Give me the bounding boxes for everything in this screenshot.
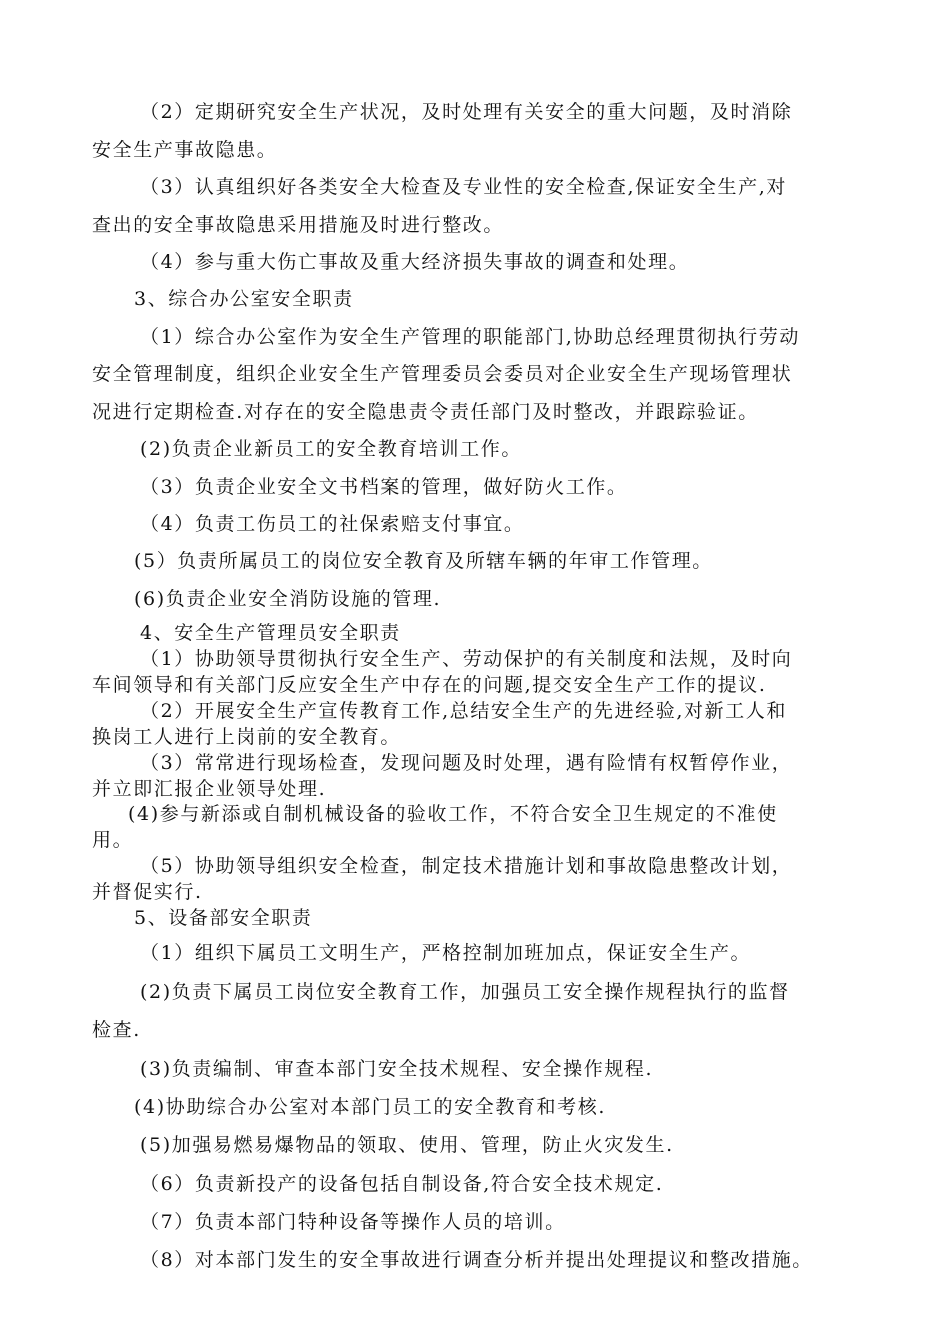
text-line: 车间领导和有关部门反应安全生产中存在的问题,提交安全生产工作的提议. xyxy=(92,674,767,696)
text-line: （1）组织下属员工文明生产，严格控制加班加点，保证安全生产。 xyxy=(140,942,752,964)
text-line: (3)负责编制、审查本部门安全技术规程、安全操作规程. xyxy=(140,1058,654,1080)
text-line: (6)负责企业安全消防设施的管理. xyxy=(134,588,442,610)
text-line: （6）负责新投产的设备包括自制设备,符合安全技术规定. xyxy=(140,1173,664,1195)
text-line: 换岗工人进行上岗前的安全教育。 xyxy=(92,726,402,748)
text-line: 检查. xyxy=(92,1019,141,1041)
text-line: （4）参与重大伤亡事故及重大经济损失事故的调查和处理。 xyxy=(140,251,690,273)
section-heading: 3、综合办公室安全职责 xyxy=(134,288,354,310)
text-line: (5)加强易燃易爆物品的领取、使用、管理，防止火灾发生. xyxy=(140,1134,674,1156)
section-heading: 4、安全生产管理员安全职责 xyxy=(140,622,401,644)
text-line: （7）负责本部门特种设备等操作人员的培训。 xyxy=(140,1211,566,1233)
text-line: 安全管理制度，组织企业安全生产管理委员会委员对企业安全生产现场管理状 xyxy=(92,363,793,385)
text-line: (4)参与新添或自制机械设备的验收工作，不符合安全卫生规定的不准使 xyxy=(128,803,778,825)
text-line: （3）常常进行现场检查，发现问题及时处理，遇有险情有权暂停作业， xyxy=(140,752,793,774)
text-line: 并督促实行. xyxy=(92,881,203,903)
text-line: 并立即汇报企业领导处理. xyxy=(92,778,327,800)
text-line: 安全生产事故隐患。 xyxy=(92,139,278,161)
text-line: （3）负责企业安全文书档案的管理，做好防火工作。 xyxy=(140,476,628,498)
text-line: （4）负责工伤员工的社保索赔支付事宜。 xyxy=(140,513,525,535)
text-line: （1）协助领导贯彻执行安全生产、劳动保护的有关制度和法规，及时向 xyxy=(140,648,793,670)
text-line: 用。 xyxy=(92,829,134,851)
section-heading: 5、设备部安全职责 xyxy=(134,907,313,929)
text-line: 查出的安全事故隐患采用措施及时进行整改。 xyxy=(92,214,505,236)
text-line: (4)协助综合办公室对本部门员工的安全教育和考核. xyxy=(134,1096,606,1118)
text-line: (2)负责下属员工岗位安全教育工作，加强员工安全操作规程执行的监督 xyxy=(140,981,790,1003)
text-line: （2）开展安全生产宣传教育工作,总结安全生产的先进经验,对新工人和 xyxy=(140,700,787,722)
text-line: （5）协助领导组织安全检查，制定技术措施计划和事故隐患整改计划， xyxy=(140,855,793,877)
text-line: 况进行定期检查.对存在的安全隐患责令责任部门及时整改，并跟踪验证。 xyxy=(92,401,759,423)
text-line: （1）综合办公室作为安全生产管理的职能部门,协助总经理贯彻执行劳动 xyxy=(140,326,800,348)
text-line: （8）对本部门发生的安全事故进行调查分析并提出处理提议和整改措施。 xyxy=(140,1249,813,1271)
text-line: (5）负责所属员工的岗位安全教育及所辖车辆的年审工作管理。 xyxy=(134,550,713,572)
text-line: (2)负责企业新员工的安全教育培训工作。 xyxy=(140,438,522,460)
text-line: （3）认真组织好各类安全大检查及专业性的安全检查,保证安全生产,对 xyxy=(140,176,787,198)
text-line: （2）定期研究安全生产状况，及时处理有关安全的重大问题，及时消除 xyxy=(140,101,793,123)
